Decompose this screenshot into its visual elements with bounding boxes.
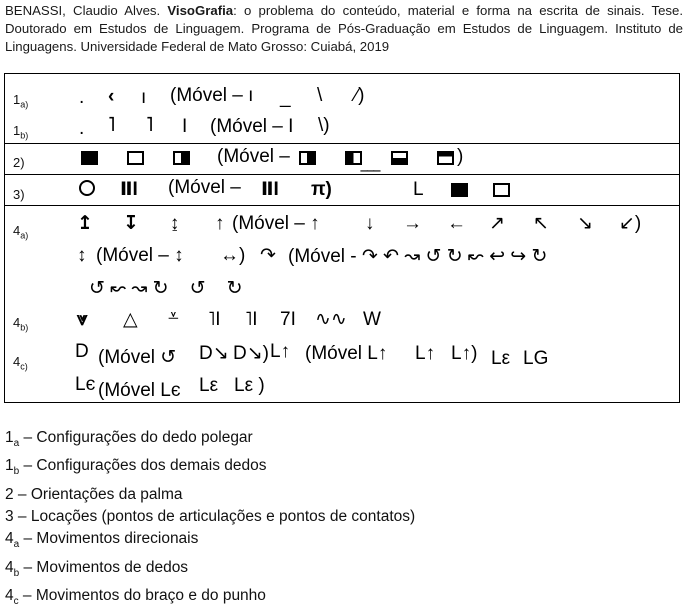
move-down-icon: ↓ <box>365 213 375 234</box>
move-upright-icon: ↗ <box>489 213 505 234</box>
arm-move-le-icon: Lє <box>75 374 96 395</box>
move-downleft-icon: ↙) <box>619 213 642 234</box>
movel-label-1b: (Móvel – I <box>210 116 294 137</box>
legend-item: $4_b$ – Movimentos de dedos <box>5 558 189 579</box>
finger-move-wave-icon: ∿∿ <box>315 309 347 330</box>
location-circle-icon <box>79 180 95 196</box>
arm-move-l-icon: L↑ <box>270 341 291 362</box>
finger-symbol-hook2: ˥ <box>146 115 154 136</box>
palm-filled-icon <box>81 151 98 165</box>
legend-item: $4_a$ – Movimentos direcionais <box>5 530 199 551</box>
finger-move-triangle-icon: △ <box>123 309 138 330</box>
arm-move-d2-icon: D↘ <box>199 343 229 364</box>
palm-half-bottom-icon <box>391 151 408 165</box>
move-curve-group-icon: ↺ ↜ ↝ ↻ ↺ ↻ <box>89 278 243 299</box>
row-label-4b: $4_{b)}$ <box>13 315 29 333</box>
movel-label-2: (Móvel – <box>217 146 290 167</box>
move-up-bar-icon: ↥ <box>77 213 93 234</box>
row-label-4c: $4_{c)}$ <box>13 354 28 372</box>
finger-move-hook2-icon: ˥I <box>245 309 258 330</box>
arm-move-d-icon: D <box>75 341 89 362</box>
move-left-icon: ← <box>447 213 466 234</box>
move-updown-icon: ↕ <box>77 245 87 266</box>
move-downright-icon: ↘ <box>577 213 593 234</box>
movel-label-4c-3: (Móvel Lє <box>98 380 181 401</box>
palm-half-top-icon <box>437 151 454 165</box>
move-leftright-icon: ↔) <box>220 245 246 266</box>
move-down-bar-icon: ↧ <box>123 213 139 234</box>
row-label-2: 2) <box>13 155 25 170</box>
movel-label-4a-2: (Móvel – ↕ <box>96 245 184 266</box>
finger-symbol-dot: . <box>79 118 85 139</box>
sign-symbol-table <box>4 73 680 403</box>
location-double-bar-icon: ⅡI <box>120 179 138 200</box>
arm-move-le2-icon: Lε <box>199 375 219 396</box>
arm-move-l4-icon: Lε <box>491 348 511 369</box>
close-paren-2: ) <box>457 146 464 167</box>
move-right-icon: → <box>403 213 422 234</box>
arm-move-le3-icon: Lε ) <box>234 375 265 396</box>
legend-item: 2 – Orientações da palma <box>5 485 183 503</box>
row-label-3: 3) <box>13 187 25 202</box>
divider-1 <box>5 143 679 144</box>
movel-label-4c-2: (Móvel L↑ <box>305 343 388 364</box>
arm-move-d3-icon: D↘) <box>233 343 269 364</box>
move-arc-icon: ↷ <box>260 245 276 266</box>
citation-rest: : o problema do conteúdo, material e forma na escrita de sinais. Tese. Doutorado em Estudos de Linguagem. Programa de Pós-Graduação em Estudos de Linguagem. Instituto de Linguagens. Universidade Federal de Mato Grosso: Cuiabá, 2019 <box>5 3 683 54</box>
citation-title: VisoGrafia <box>167 3 234 18</box>
arm-move-l3-icon: L↑) <box>451 343 478 364</box>
movel-label-3: (Móvel – <box>168 177 241 198</box>
thumb-symbol-dot: . <box>79 87 85 108</box>
divider-3 <box>5 205 679 206</box>
palm-half-left-icon <box>345 151 362 165</box>
location-line-icon: ‾‾‾ <box>361 170 380 191</box>
legend-item: $1_b$ – Configurações dos demais dedos <box>5 457 267 478</box>
thumb-symbol-angle: ‹ <box>108 86 115 107</box>
palm-half-icon-2 <box>299 151 316 165</box>
divider-2 <box>5 174 679 175</box>
move-updown-bar-icon: ↨ <box>170 213 180 234</box>
location-filled-square-icon <box>451 183 468 197</box>
finger-symbol-bar: I <box>182 116 188 137</box>
palm-empty-icon <box>127 151 144 165</box>
finger-symbol-hook: ˥ <box>108 115 116 136</box>
row-label-4a: $4_{a)}$ <box>13 223 29 241</box>
citation-author: BENASSI, Claudio Alves. <box>5 3 161 18</box>
arm-move-l2-icon: L↑ <box>415 343 436 364</box>
finger-move-v-icon: ⩔ <box>77 309 88 330</box>
location-double-bar-icon-2: ⅡI <box>261 179 279 200</box>
thumb-symbol-diag: \ <box>317 85 323 106</box>
legend-item: $1_a$ – Configurações do dedo polegar <box>5 429 253 450</box>
movel-label-4a: (Móvel – ↑ <box>232 213 320 234</box>
row-label-1b: $1_{b)}$ <box>13 123 29 141</box>
row-label-1a: $1_{a)}$ <box>13 92 29 110</box>
arm-move-l5-icon: LG <box>523 348 549 369</box>
thumb-symbol-bar: ı <box>141 87 147 108</box>
thumb-symbol-slash: ⁄) <box>355 85 365 106</box>
finger-move-hook-icon: ˥I <box>208 309 221 330</box>
move-up-icon: ↑ <box>215 213 225 234</box>
movel-label-1a: (Móvel – ı <box>170 85 254 106</box>
legend-item: 3 – Locações (pontos de articulações e pontos de contatos) <box>5 508 416 526</box>
palm-half-icon <box>173 151 190 165</box>
legend-item: $4_c$ – Movimentos do braço e do punho <box>5 587 266 608</box>
thumb-symbol-low: _ <box>280 87 291 108</box>
movel-label-4a-3: (Móvel - ↷ ↶ ↝ ↺ ↻ ↜ ↩ ↪ ↻ <box>288 246 548 267</box>
location-empty-square-icon <box>493 183 510 197</box>
citation <box>5 2 683 56</box>
movel-label-4c: (Móvel ↺ <box>98 347 177 368</box>
finger-move-hook3-icon: 7I <box>280 309 296 330</box>
location-corner-icon: L <box>413 179 424 200</box>
location-pi-icon: π) <box>311 179 332 200</box>
finger-symbol-diag: \) <box>318 115 330 136</box>
finger-move-w-icon: W <box>363 309 381 330</box>
finger-move-flutter-icon: ⩡ <box>168 306 179 327</box>
move-upleft-icon: ↖ <box>533 213 549 234</box>
